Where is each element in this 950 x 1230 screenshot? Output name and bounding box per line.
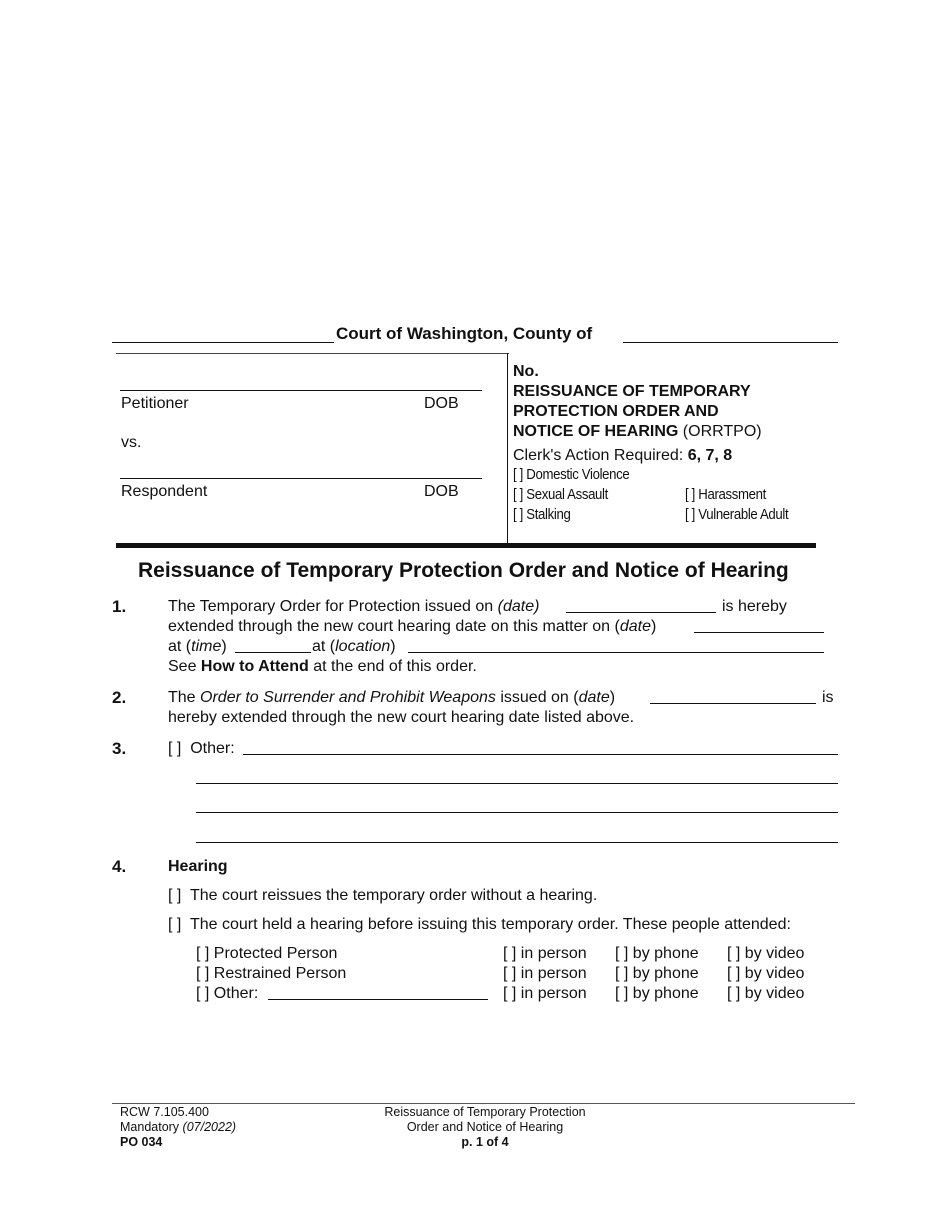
form-title-line2: PROTECTION ORDER AND	[513, 403, 719, 420]
footer-rcw: RCW 7.105.400	[120, 1105, 209, 1119]
petitioner-name-field[interactable]	[120, 390, 482, 391]
caption-vertical-divider	[507, 353, 508, 545]
petitioner-dob-label: DOB	[424, 395, 459, 412]
form-title-line3: NOTICE OF HEARING (ORRTPO)	[513, 423, 762, 440]
protected-by-video[interactable]: [ ] by video	[727, 945, 805, 962]
other-text-line-2[interactable]	[196, 783, 838, 784]
section-1-hereby: is hereby	[722, 598, 787, 615]
footer-page-number: p. 1 of 4	[461, 1135, 509, 1149]
section-3-number: 3.	[112, 739, 127, 758]
attendee-restrained-person[interactable]: [ ] Restrained Person	[196, 965, 347, 982]
section-3-other-checkbox[interactable]: [ ] Other:	[168, 740, 235, 757]
other-text-line-1[interactable]	[243, 754, 838, 755]
hearing-date-field[interactable]	[694, 632, 824, 633]
restrained-by-video[interactable]: [ ] by video	[727, 965, 805, 982]
caption-bottom-rule	[116, 543, 816, 548]
checkbox: [ ]	[685, 486, 695, 503]
other-text-line-4[interactable]	[196, 842, 838, 843]
protected-in-person[interactable]: [ ] in person	[503, 945, 587, 962]
section-1-line3a: at (time)	[168, 638, 227, 655]
type-domestic-violence[interactable]: [ ] Domestic Violence	[513, 466, 630, 483]
footer-title-line2: Order and Notice of Hearing	[406, 1120, 564, 1134]
section-1-line4: See How to Attend at the end of this order.	[168, 658, 477, 675]
checkbox: [ ]	[513, 486, 523, 503]
footer-form-number: PO 034	[120, 1135, 163, 1149]
respondent-label: Respondent	[121, 483, 208, 500]
clerk-action: Clerk's Action Required: 6, 7, 8	[513, 447, 733, 464]
section-2-line2: hereby extended through the new court hearing date listed above.	[168, 709, 635, 726]
attendee-other[interactable]: [ ] Other:	[196, 985, 259, 1002]
section-4-number: 4.	[112, 857, 127, 876]
section-1-line2: extended through the new court hearing date on this matter on (date)	[168, 618, 657, 635]
petitioner-label: Petitioner	[121, 395, 189, 412]
other-by-video[interactable]: [ ] by video	[727, 985, 805, 1002]
held-hearing-option[interactable]: [ ] The court held a hearing before issuing this temporary order. These people attended:	[168, 916, 791, 933]
document-title: Reissuance of Temporary Protection Order and Notice of Hearing	[138, 559, 789, 582]
hearing-location-field[interactable]	[408, 652, 824, 653]
county-blank-left[interactable]	[112, 342, 334, 343]
hearing-time-field[interactable]	[235, 652, 311, 653]
section-2-is: is	[822, 689, 834, 706]
section-4-heading: Hearing	[168, 858, 228, 875]
other-by-phone[interactable]: [ ] by phone	[615, 985, 699, 1002]
other-in-person[interactable]: [ ] in person	[503, 985, 587, 1002]
other-text-line-3[interactable]	[196, 812, 838, 813]
footer-left	[120, 1105, 236, 1150]
no-hearing-option[interactable]: [ ] The court reissues the temporary order without a hearing.	[168, 887, 598, 904]
attendee-other-name-field[interactable]	[268, 999, 488, 1000]
footer-mandatory: Mandatory (07/2022)	[120, 1120, 237, 1134]
protected-by-phone[interactable]: [ ] by phone	[615, 945, 699, 962]
checkbox: [ ]	[685, 506, 695, 523]
restrained-by-phone[interactable]: [ ] by phone	[615, 965, 699, 982]
section-2-number: 2.	[112, 688, 127, 707]
footer-title-line1: Reissuance of Temporary Protection	[384, 1105, 586, 1119]
court-caption: Court of Washington, County of	[336, 324, 593, 343]
county-name-field[interactable]	[623, 342, 838, 343]
vs-label: vs.	[121, 434, 142, 451]
footer-center	[335, 1105, 635, 1150]
type-stalking[interactable]: [ ] Stalking	[513, 506, 571, 523]
weapons-order-date-field[interactable]	[650, 703, 816, 704]
section-1-line3b: at (location)	[312, 638, 396, 655]
restrained-in-person[interactable]: [ ] in person	[503, 965, 587, 982]
checkbox: [ ]	[513, 506, 523, 523]
order-issue-date-field[interactable]	[566, 612, 716, 613]
respondent-name-field[interactable]	[120, 478, 482, 479]
type-harassment[interactable]: [ ] Harassment	[685, 486, 766, 503]
type-sexual-assault[interactable]: [ ] Sexual Assault	[513, 486, 608, 503]
respondent-dob-label: DOB	[424, 483, 459, 500]
section-1-line1: The Temporary Order for Protection issued on (date)	[168, 598, 540, 615]
checkbox: [ ]	[513, 466, 523, 483]
caption-top-rule	[116, 353, 509, 354]
form-title-line1: REISSUANCE OF TEMPORARY	[513, 383, 751, 400]
footer-rule	[112, 1103, 855, 1104]
type-vulnerable-adult[interactable]: [ ] Vulnerable Adult	[685, 506, 789, 523]
case-number-label: No.	[513, 363, 539, 380]
attendee-protected-person[interactable]: [ ] Protected Person	[196, 945, 338, 962]
section-1-number: 1.	[112, 597, 127, 616]
section-2-line1: The Order to Surrender and Prohibit Weapons issued on (date)	[168, 689, 616, 706]
